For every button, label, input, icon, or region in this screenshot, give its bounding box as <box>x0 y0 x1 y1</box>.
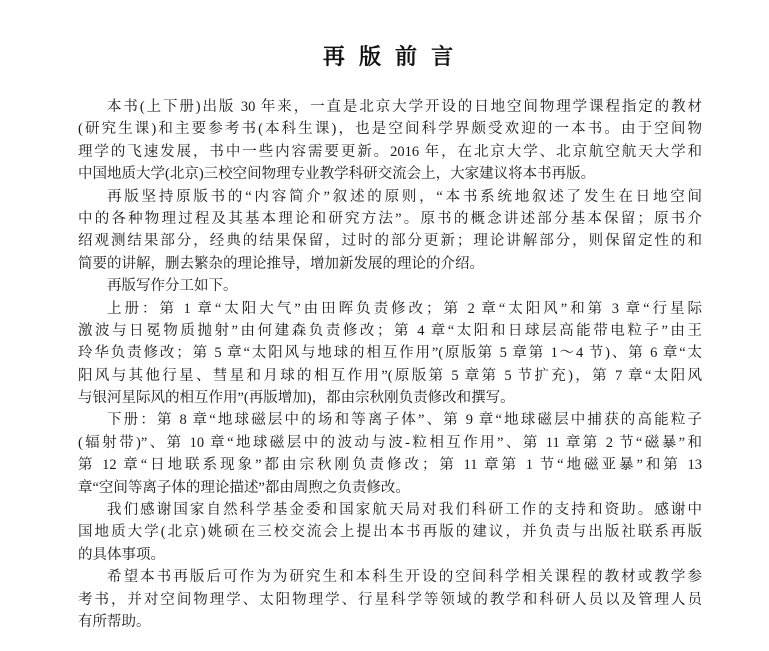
paragraph <box>78 298 702 410</box>
paragraph <box>78 96 702 186</box>
paragraph <box>78 409 702 499</box>
text-line: 中的各种物理过程及其基本理论和研究方法”。原书的概念讲述部分基本保留；原书介 <box>78 210 702 227</box>
text-line: 理学的飞速发展，书中一些内容需要更新。2016 年，在北京大学、北京航空航天大学和 <box>78 143 702 160</box>
page-title: 再 版 前 言 <box>322 44 458 69</box>
text-line: 希望本书再版后可作为为研究生和本科生开设的空间科学相关课程的教材或教学参 <box>107 569 702 586</box>
text-line: 再版坚持原版书的“内容简介”叙述的原则，“本书系统地叙述了发生在日地空间 <box>107 188 702 205</box>
paragraph <box>78 275 702 297</box>
text-line: 下册：第 8 章“地球磁层中的场和等离子体”、第 9 章“地球磁层中捕获的高能粒子 <box>107 412 702 429</box>
paragraph <box>78 499 702 566</box>
preface-body <box>78 96 702 633</box>
text-line: 再版写作分工如下。 <box>107 278 238 295</box>
text-line: 章“空间等离子体的理论描述”都由周煦之负责修改。 <box>78 479 410 496</box>
text-line: 中国地质大学(北京)三校空间物理专业教学科研交流会上，大家建议将本书再版。 <box>78 166 596 183</box>
paragraph <box>78 566 702 633</box>
paragraph <box>78 186 702 276</box>
text-line: (辐射带)”、第 10 章“地球磁层中的波动与波-粒相互作用”、第 11 章第 2 节“磁暴”和 <box>78 434 702 451</box>
text-line: 本书(上下册)出版 30 年来，一直是北京大学开设的日地空间物理学课程指定的教材 <box>107 99 702 115</box>
text-line: 我们感谢国家自然科学基金委和国家航天局对我们科研工作的支持和资助。感谢中 <box>107 502 702 519</box>
text-line: 简要的讲解，删去繁杂的理论推导，增加新发展的理论的介绍。 <box>78 255 484 272</box>
text-line: 第 12 章“日地联系现象”都由宗秋刚负责修改；第 11 章第 1 节“地磁亚暴”和第 13 <box>78 457 702 474</box>
text-line: 与银河星际风的相互作用”(再版增加)，都由宗秋刚负责修改和撰写。 <box>78 390 515 407</box>
text-line: 上册：第 1 章“太阳大气”由田晖负责修改；第 2 章“太阳风”和第 3 章“行星际 <box>107 300 702 317</box>
text-line: 考书，并对空间物理学、太阳物理学、行星科学等领域的教学和科研人员以及管理人员 <box>78 591 702 608</box>
text-line: 绍观测结果部分，经典的结果保留，过时的部分更新；理论讲解部分，则保留定性的和 <box>78 233 702 250</box>
text-line: 有所帮助。 <box>78 613 151 630</box>
text-line: 的具体事项。 <box>78 546 165 563</box>
text-line: 国地质大学(北京)姚硕在三校交流会上提出本书再版的建议，并负责与出版社联系再版 <box>78 524 702 541</box>
text-line: 激波与日冕物质抛射”由何建森负责修改；第 4 章“太阳和日球层高能带电粒子”由王 <box>78 322 702 339</box>
text-line: 玲华负责修改；第 5 章“太阳风与地球的相互作用”(原版第 5 章第 1～4 节)、第 6 章“太 <box>78 345 702 362</box>
text-line: (研究生课)和主要参考书(本科生课)，也是空间科学界颇受欢迎的一本书。由于空间物 <box>78 121 702 138</box>
text-line: 阳风与其他行星、彗星和月球的相互作用”(原版第 5 章第 5 节扩充)，第 7 章“太阳风 <box>78 367 702 384</box>
